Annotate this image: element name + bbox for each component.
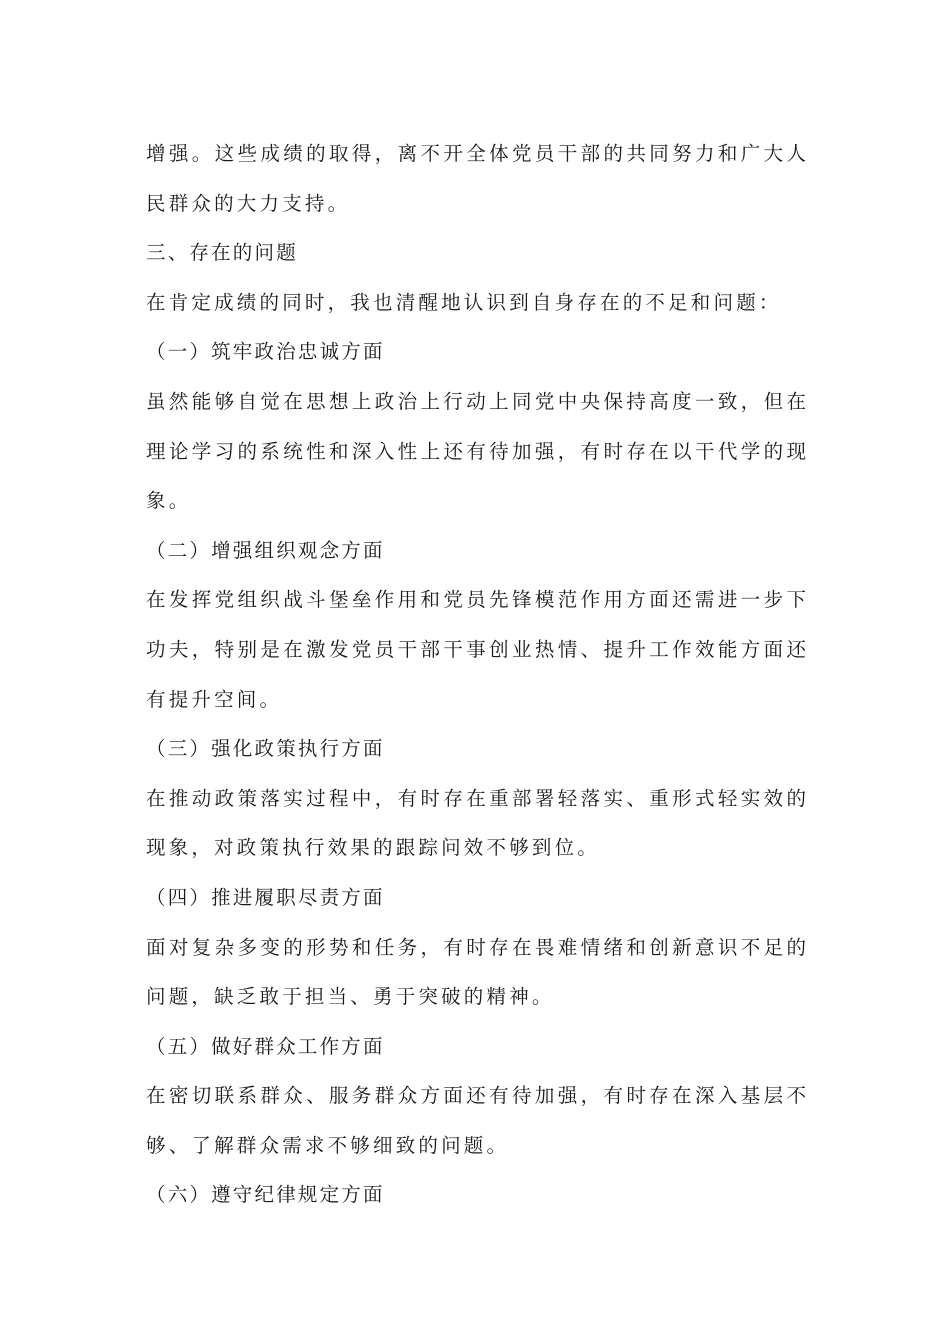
paragraph-line: 民群众的大力支持。 bbox=[146, 191, 351, 215]
paragraph-line: 功夫，特别是在激发党员干部干事创业热情、提升工作效能方面还 bbox=[146, 637, 806, 661]
paragraph-line: 现象，对政策执行效果的跟踪问效不够到位。 bbox=[146, 836, 601, 860]
paragraph-line: 在推动政策落实过程中，有时存在重部署轻落实、重形式轻实效的 bbox=[146, 786, 806, 810]
paragraph-line: 虽然能够自觉在思想上政治上行动上同党中央保持高度一致，但在 bbox=[146, 389, 806, 413]
paragraph-line: 面对复杂多变的形势和任务，有时存在畏难情绪和创新意识不足的 bbox=[146, 935, 806, 959]
paragraph-line: 在肯定成绩的同时，我也清醒地认识到自身存在的不足和问题： bbox=[146, 290, 782, 314]
document-body bbox=[146, 129, 806, 1220]
paragraph-line: 象。 bbox=[146, 489, 192, 513]
paragraph-line: 够、了解群众需求不够细致的问题。 bbox=[146, 1133, 510, 1157]
subsection-heading: （六）遵守纪律规定方面 bbox=[146, 1183, 385, 1207]
paragraph-line: 理论学习的系统性和深入性上还有待加强，有时存在以干代学的现 bbox=[146, 439, 806, 463]
subsection-heading: （一）筑牢政治忠诚方面 bbox=[146, 340, 385, 364]
paragraph-line: 问题，缺乏敢于担当、勇于突破的精神。 bbox=[146, 985, 555, 1009]
subsection-heading: （四）推进履职尽责方面 bbox=[146, 885, 385, 909]
subsection-heading: （五）做好群众工作方面 bbox=[146, 1034, 385, 1058]
paragraph-line: 有提升空间。 bbox=[146, 687, 283, 711]
paragraph-line: 增强。这些成绩的取得，离不开全体党员干部的共同努力和广大人 bbox=[146, 142, 806, 165]
subsection-heading: （三）强化政策执行方面 bbox=[146, 737, 385, 761]
section-heading: 三、存在的问题 bbox=[146, 241, 298, 265]
subsection-heading: （二）增强组织观念方面 bbox=[146, 538, 385, 562]
paragraph-line: 在发挥党组织战斗堡垒作用和党员先锋模范作用方面还需进一步下 bbox=[146, 588, 806, 612]
paragraph-line: 在密切联系群众、服务群众方面还有待加强，有时存在深入基层不 bbox=[146, 1084, 806, 1108]
